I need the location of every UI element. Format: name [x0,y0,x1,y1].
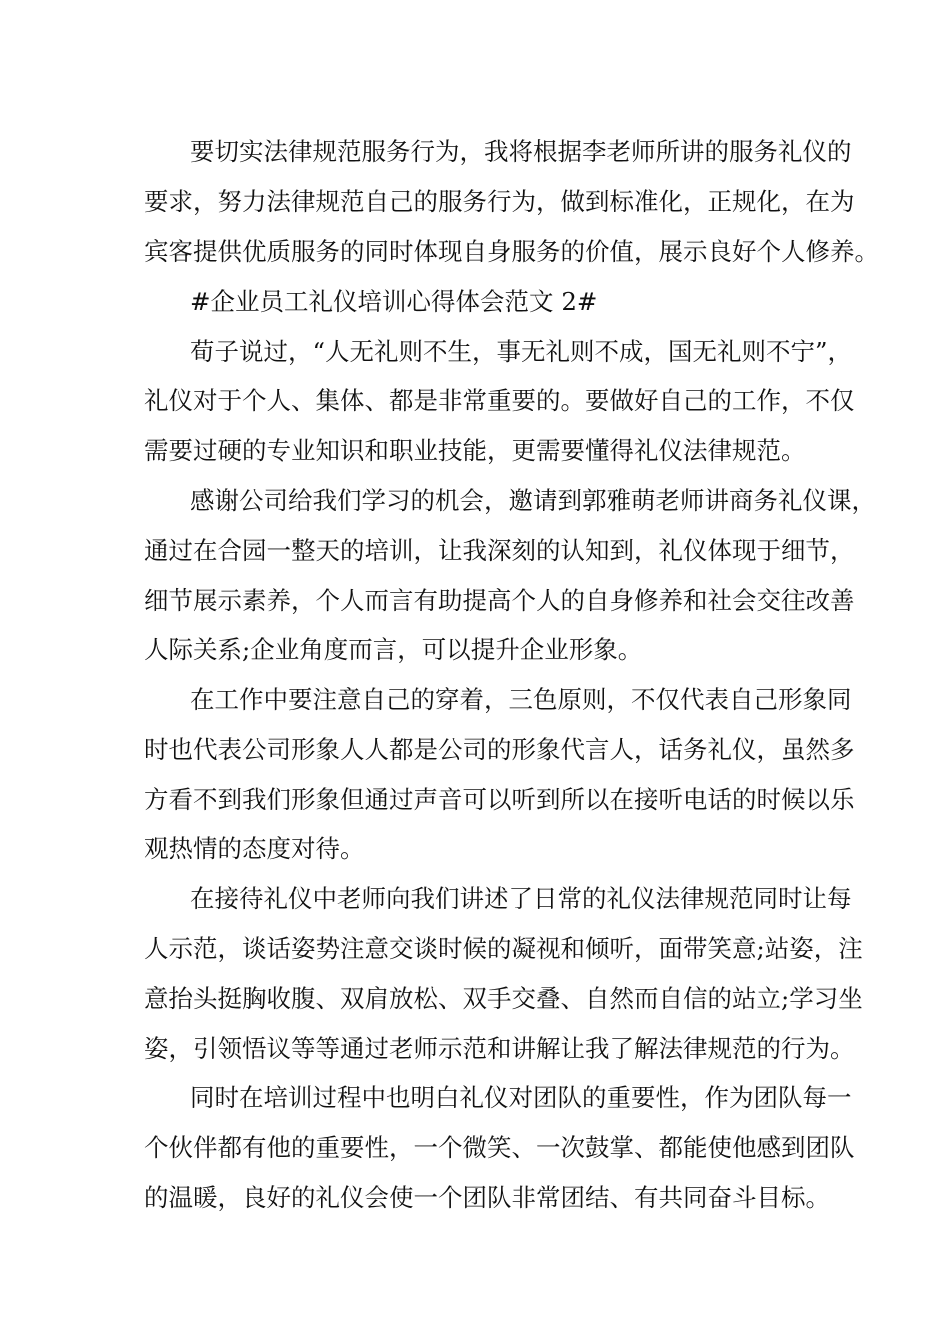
text-line: 在接待礼仪中老师向我们讲述了日常的礼仪法律规范同时让每 [190,884,852,913]
text-line: 时也代表公司形象人人都是公司的形象代言人，话务礼仪，虽然多 [144,735,855,764]
text-line: 观热情的态度对待。 [144,834,365,863]
text-line: 人示范，谈话姿势注意交谈时候的凝视和倾听，面带笑意;站姿，注 [144,934,863,963]
text-line: 同时在培训过程中也明白礼仪对团队的重要性，作为团队每一 [190,1083,852,1112]
text-line: 礼仪对于个人、集体、都是非常重要的。要做好自己的工作，不仅 [144,386,855,415]
text-line: 宾客提供优质服务的同时体现自身服务的价值，展示良好个人修养。 [144,237,879,266]
text-line: 在工作中要注意自己的穿着，三色原则，不仅代表自己形象同 [190,685,852,714]
text-line: 通过在合园一整天的培训，让我深刻的认知到，礼仪体现于细节， [144,536,855,565]
text-line: 感谢公司给我们学习的机会，邀请到郭雅萌老师讲商务礼仪课， [190,486,876,515]
text-line: 要切实法律规范服务行为，我将根据李老师所讲的服务礼仪的 [190,137,852,166]
text-line: 的温暖，良好的礼仪会使一个团队非常团结、有共同奋斗目标。 [144,1183,830,1212]
text-line: 方看不到我们形象但通过声音可以听到所以在接听电话的时候以乐 [144,785,855,814]
text-line: 需要过硬的专业知识和职业技能，更需要懂得礼仪法律规范。 [144,436,806,465]
text-line: 要求，努力法律规范自己的服务行为，做到标准化，正规化，在为 [144,187,855,216]
text-line: 细节展示素养，个人而言有助提高个人的自身修养和社会交往改善 [144,586,855,615]
text-line: 荀子说过，“人无礼则不生，事无礼则不成，国无礼则不宁”， [190,337,853,366]
text-line: 意抬头挺胸收腹、双肩放松、双手交叠、自然而自信的站立;学习坐 [144,984,863,1013]
section-title: #企业员工礼仪培训心得体会范文 2# [190,287,598,316]
text-line: 个伙伴都有他的重要性，一个微笑、一次鼓掌、都能使他感到团队 [144,1133,855,1162]
text-line: 姿，引领悟议等等通过老师示范和讲解让我了解法律规范的行为。 [144,1034,855,1063]
text-line: 人际关系;企业角度而言，可以提升企业形象。 [144,635,643,664]
